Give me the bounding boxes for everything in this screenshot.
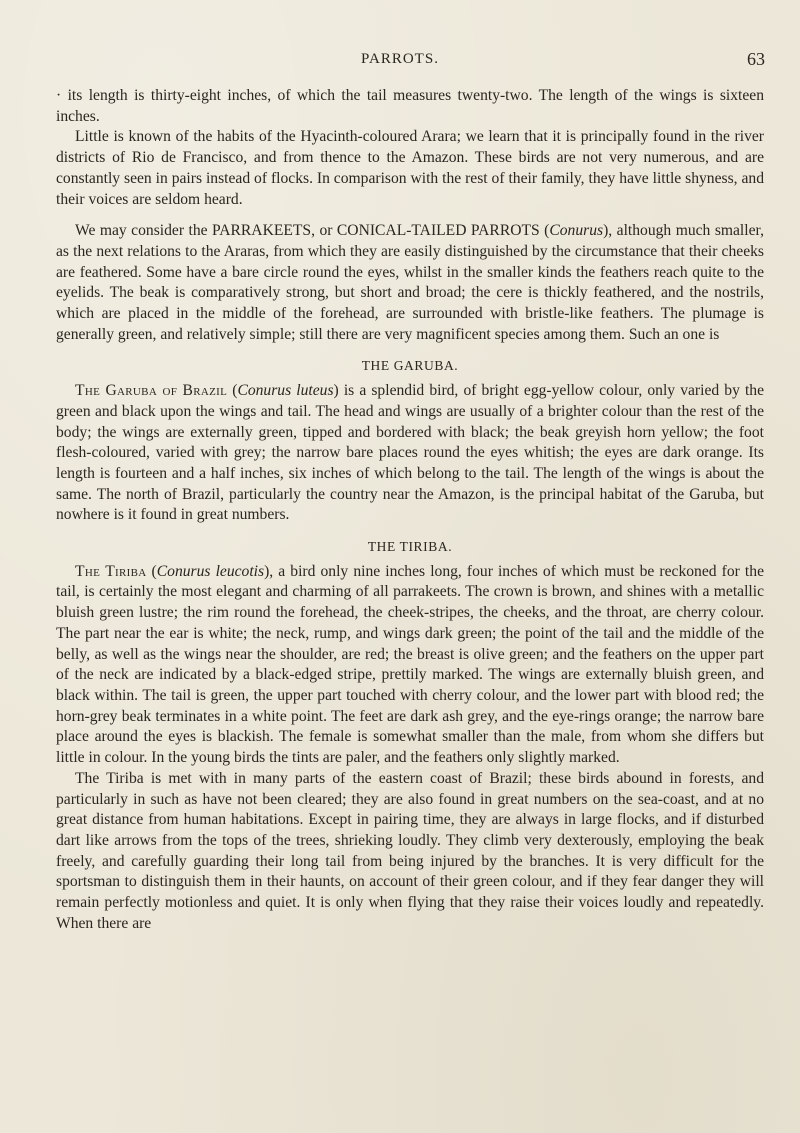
garuba-species-name: Conurus luteus — [237, 382, 334, 400]
tiriba-text-b: ), a bird only nine inches long, four inches of which must be reckoned for the tail, is certainly the most elegant and charming of all parrakeets. The crown is brown, and shines with a metallic bluish green lustre; the rim round the forehead, the cheek-stripes, the cheeks, and the throat, are cherry colour. The part near the ear is white; the neck, rump, and wings dark green; the point of the tail and the middle of the belly, as well as the wings near the shoulder, are red; the breast is olive green; and the feathers on the upper part of the neck are indicated by a black-edged stripe, prettily marked. The wings are externally bluish green, and black within. The tail is green, the upper part touched with cherry colour, and the lower part with blood red; the horn-grey beak terminates in a white point. The feet are dark ash grey, and the eye-rings orange; the narrow bare place around the eyes is blackish. The female is somewhat smaller than the male, from whom she differs but little in colour. In the young birds the tints are paler, and the feathers only slightly marked. — [56, 562, 764, 767]
garuba-text-b: ) is a splendid bird, of bright egg-yellow colour, only varied by the green and black upon the wings and tail. The head and wings are usually of a brighter colour than the rest of the body; the wings are externally green, tipped and bordered with black; the beak greyish horn yellow; the foot flesh-coloured, varied with grey; the narrow bare places round the eyes whitish; the eyes are dark orange. Its length is fourteen and a half inches, six inches of which belong to the tail. The length of the wings is about the same. The north of Brazil, particularly the country near the Amazon, is the principal habitat of the Garuba, but nowhere is it found in great numbers. — [56, 382, 765, 524]
body-text — [56, 86, 764, 934]
running-title: PARROTS. — [361, 51, 439, 67]
heading-garuba: THE GARUBA. — [361, 358, 459, 374]
garuba-text-a: ( — [227, 382, 238, 400]
garuba-lead-name: The Garuba of Brazil — [75, 382, 228, 400]
tiriba-species-name: Conurus leucotis — [156, 562, 265, 580]
spacer — [56, 210, 764, 221]
tiriba-text-a: ( — [146, 562, 157, 580]
parrakeets-text-b: ), although much smaller, as the next relations to the Araras, from which they are easily distinguished by the circumstance that their cheeks are feathered. Some have a bare circle round the eyes, whilst in the smaller kinds the feathers reach quite to the eyelids. The beak is comparatively strong, but short and broad; the cere is thickly feathered, and the nostrils, which are placed in the middle of the forehead, are surrounded with bristle-like feathers. The plumage is generally green, and relatively simple; still there are very magnificent species among them. Such an one is — [56, 222, 764, 343]
paragraph-continued: · its length is thirty-eight inches, of which the tail measures twenty-two. The length of the wings is sixteen inches. — [56, 87, 764, 125]
tiriba-lead-name: The Tiriba — [75, 562, 147, 580]
paragraph-garuba — [56, 381, 764, 526]
conurus-genus-name: Conurus — [549, 222, 604, 240]
heading-tiriba: THE TIRIBA. — [367, 539, 453, 555]
spacer — [56, 345, 764, 356]
paragraph-hyacinth-arara: Little is known of the habits of the Hyacinth-coloured Arara; we learn that it is principally found in the river districts of Rio de Francisco, and from thence to the Amazon. These birds are not very numerous, and are constantly seen in pairs instead of flocks. In comparison with the rest of their family, they have little shyness, and their voices are seldom heard. — [56, 128, 764, 208]
running-head — [0, 51, 800, 75]
page-number: 63 — [747, 49, 765, 69]
paragraph-tiriba — [56, 562, 764, 769]
parrakeets-text-a: We may consider the PARRAKEETS, or CONICAL-TAILED PARROTS ( — [75, 222, 550, 240]
paragraph-tiriba-habits: The Tiriba is met with in many parts of the eastern coast of Brazil; these birds abound in forests, and particularly in such as have not been cleared; they are also found in great numbers on the sea-coast, and at no great distance from human habitations. Except in pairing time, they are always in large flocks, and if disturbed dart like arrows from the tops of the trees, shrieking loudly. They climb very dexterously, employing the beak freely, and carefully guarding their long tail from being injured by the branches. It is very difficult for the sportsman to distinguish them in their haunts, on account of their green colour, and if they fear danger they will remain perfectly motionless and quiet. It is only when flying that they raise their voices loudly and repeatedly. When there are — [56, 769, 764, 932]
paragraph-parrakeets — [56, 221, 764, 345]
spacer — [56, 526, 764, 537]
